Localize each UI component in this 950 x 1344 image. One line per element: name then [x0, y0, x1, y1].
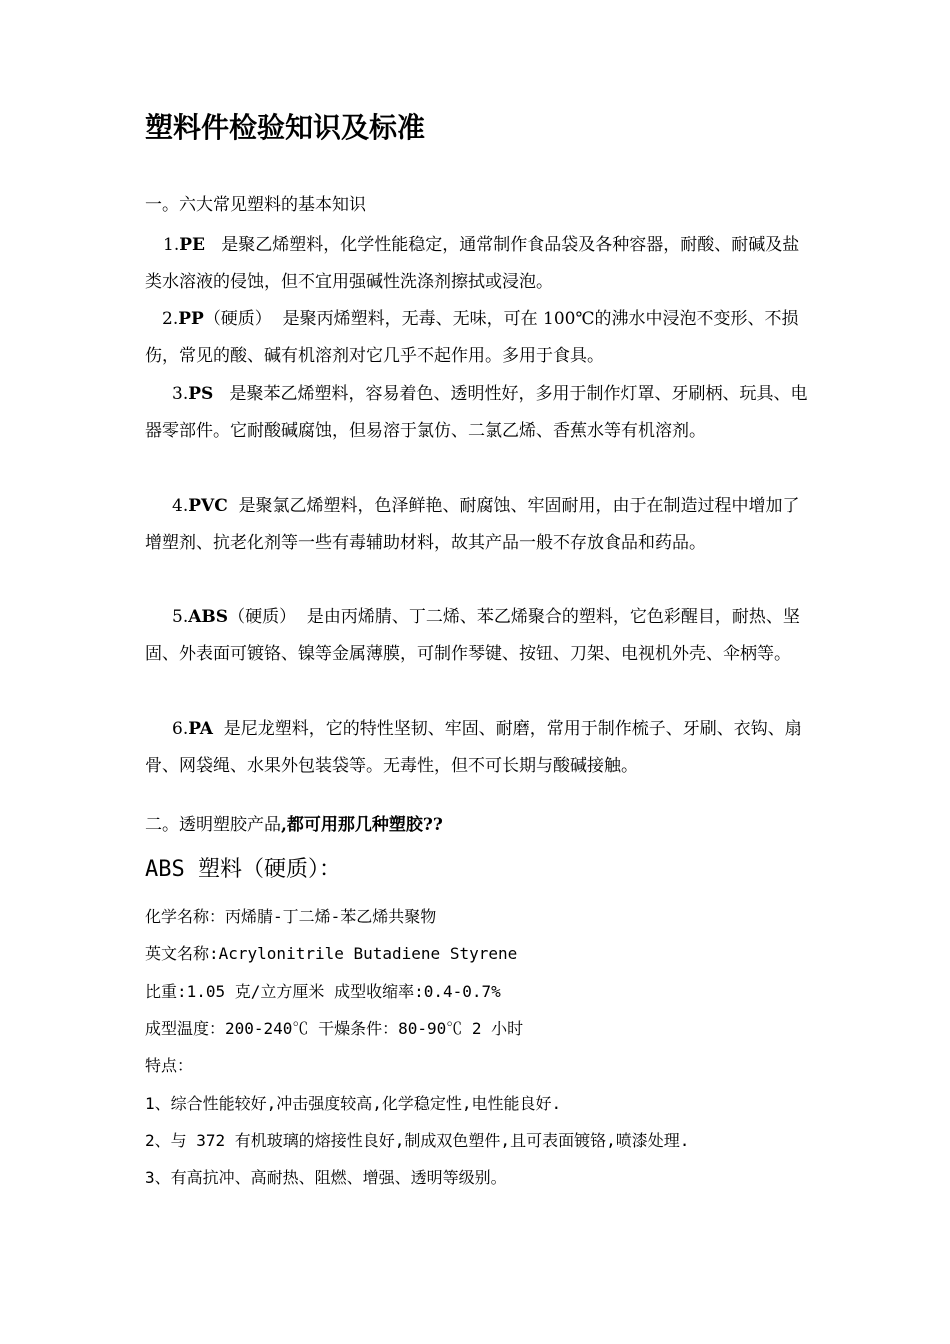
plastic-code: PE [179, 235, 205, 255]
plastic-description: 是聚苯乙烯塑料，容易着色、透明性好，多用于制作灯罩、牙刷柄、玩具、电器零部件。它耐酸碱腐蚀，但易溶于氯仿、二氯乙烯、香蕉水等有机溶剂。 [145, 384, 808, 441]
abs-feature-3: 3、有高抗冲、高耐热、阻燃、增强、透明等级别。 [145, 1168, 507, 1187]
abs-subheading: ABS 塑料（硬质）： [145, 857, 341, 882]
plastic-code: PVC [188, 496, 228, 516]
abs-feature-1: 1、综合性能较好,冲击强度较高,化学稳定性,电性能良好. [145, 1094, 562, 1113]
abs-density-shrinkage: 比重:1.05 克/立方厘米 成型收缩率:0.4-0.7% [145, 982, 501, 1001]
section-2-heading: 二。透明塑胶产品,都可用那几种塑胶?? [145, 815, 443, 835]
plastic-item-pe: 1.PE 是聚乙烯塑料，化学性能稳定，通常制作食品袋及各种容器，耐酸、耐碱及盐类水溶液的侵蚀，但不宜用强碱性洗涤剂擦拭或浸泡。 [145, 235, 800, 292]
abs-features-label: 特点： [145, 1056, 194, 1075]
plastic-description: 是聚乙烯塑料，化学性能稳定，通常制作食品袋及各种容器，耐酸、耐碱及盐类水溶液的侵蚀，但不宜用强碱性洗涤剂擦拭或浸泡。 [145, 235, 800, 292]
plastic-item-ps: 3.PS 是聚苯乙烯塑料，容易着色、透明性好，多用于制作灯罩、牙刷柄、玩具、电器零部件。它耐酸碱腐蚀，但易溶于氯仿、二氯乙烯、香蕉水等有机溶剂。 [145, 384, 808, 441]
abs-chemical-name: 化学名称：丙烯腈-丁二烯-苯乙烯共聚物 [145, 907, 437, 926]
plastic-code: ABS [188, 607, 229, 627]
plastic-code: PA [188, 719, 213, 739]
plastic-item-pa: 6.PA 是尼龙塑料，它的特性坚韧、牢固、耐磨，常用于制作梳子、牙刷、衣钩、扇骨、网袋绳、水果外包装袋等。无毒性，但不可长期与酸碱接触。 [145, 719, 802, 776]
abs-molding-drying: 成型温度：200-240℃ 干燥条件：80-90℃ 2 小时 [145, 1019, 524, 1038]
plastic-description: 是聚丙烯塑料，无毒、无味，可在 100℃的沸水中浸泡不变形、不损伤，常见的酸、碱有机溶剂对它几乎不起作用。多用于食具。 [145, 309, 799, 366]
page-title: 塑料件检验知识及标准 [145, 111, 426, 144]
plastic-description: 是由丙烯腈、丁二烯、苯乙烯聚合的塑料，它色彩醒目，耐热、坚固、外表面可镀铬、镍等金属薄膜，可制作琴键、按钮、刀架、电视机外壳、伞柄等。 [145, 607, 800, 664]
plastic-item-pvc: 4.PVC 是聚氯乙烯塑料，色泽鲜艳、耐腐蚀、牢固耐用，由于在制造过程中增加了增塑剂、抗老化剂等一些有毒辅助材料，故其产品一般不存放食品和药品。 [145, 496, 800, 553]
plastic-code: PS [188, 384, 214, 404]
abs-english-name: 英文名称:Acrylonitrile Butadiene Styrene [145, 944, 518, 963]
plastic-code: PP [178, 309, 204, 329]
plastic-item-abs: 5.ABS（硬质） 是由丙烯腈、丁二烯、苯乙烯聚合的塑料，它色彩醒目，耐热、坚固、外表面可镀铬、镍等金属薄膜，可制作琴键、按钮、刀架、电视机外壳、伞柄等。 [145, 607, 800, 664]
plastic-qualifier: （硬质） [228, 607, 297, 627]
plastic-description: 是尼龙塑料，它的特性坚韧、牢固、耐磨，常用于制作梳子、牙刷、衣钩、扇骨、网袋绳、水果外包装袋等。无毒性，但不可长期与酸碱接触。 [145, 719, 802, 776]
section-1-heading: 一。六大常见塑料的基本知识 [145, 195, 366, 215]
plastic-qualifier: （硬质） [203, 309, 272, 329]
plastic-description: 是聚氯乙烯塑料，色泽鲜艳、耐腐蚀、牢固耐用，由于在制造过程中增加了增塑剂、抗老化剂等一些有毒辅助材料，故其产品一般不存放食品和药品。 [145, 496, 800, 553]
abs-feature-2: 2、与 372 有机玻璃的熔接性良好,制成双色塑件,且可表面镀铬,喷漆处理. [145, 1131, 690, 1150]
plastic-item-pp: 2.PP（硬质） 是聚丙烯塑料，无毒、无味，可在 100℃的沸水中浸泡不变形、不损伤，常见的酸、碱有机溶剂对它几乎不起作用。多用于食具。 [145, 309, 799, 366]
